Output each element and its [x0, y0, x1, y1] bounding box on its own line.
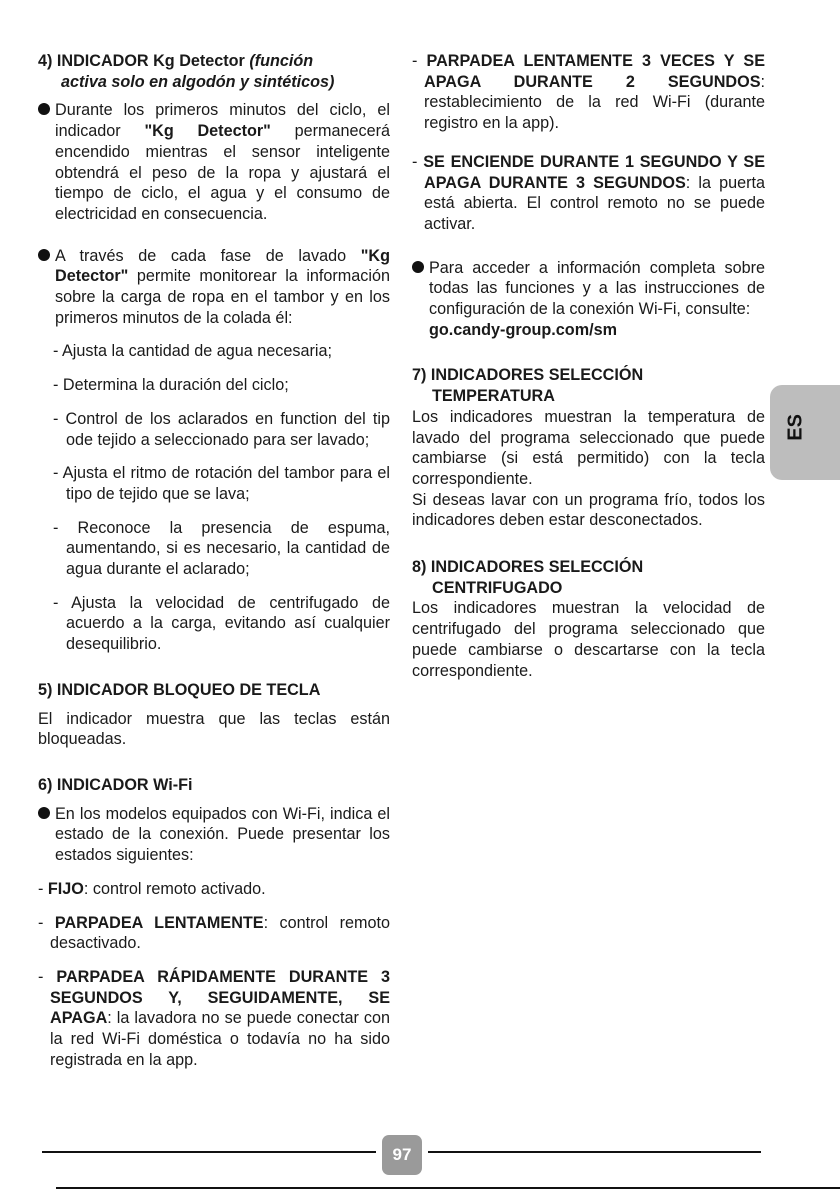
bullet-text: En los modelos equipados con Wi-Fi, indica el estado de la conexión. Puede presentar los estados siguientes:	[55, 804, 390, 865]
state-label: SE ENCIENDE DURANTE 1 SEGUNDO Y SE APAGA DURANTE 3 SEGUNDOS	[423, 152, 765, 192]
language-tab	[770, 385, 840, 480]
language-label: ES	[784, 414, 807, 441]
wifi-state-door-open	[412, 152, 765, 235]
dash-item-rotation: - Ajusta el ritmo de rotación del tambor para el tipo de tejido que se lava;	[53, 464, 390, 503]
page-bottom-rule	[56, 1187, 840, 1189]
section-7-text-1: Los indicadores muestran la temperatura de lavado del programa seleccionado que puede cambiarse (si está permitido) con la tecla correspondiente.	[412, 407, 765, 488]
bullet-icon	[38, 807, 50, 819]
bullet-text: permite monitorear la información sobre la carga de ropa en el tambor y en los primeros minutos de la colada él:	[55, 267, 390, 327]
bullet-text: Para acceder a información completa sobre todas las funciones y a las instrucciones de configuración de la conexión Wi-Fi, consulte:	[429, 258, 765, 319]
dash-item-spin: - Ajusta la velocidad de centrifugado de acuerdo a la carga, evitando así cualquier desequilibrio.	[53, 593, 390, 654]
state-text: : la puerta está abierta. El control remoto no se puede activar.	[424, 173, 765, 233]
info-link[interactable]: go.candy-group.com/sm	[429, 320, 617, 339]
wifi-state-slow-blink	[38, 913, 390, 954]
bullet-text: A través de cada fase de lavado	[55, 246, 361, 265]
right-column	[412, 51, 765, 681]
section-8-heading: 8) INDICADORES SELECCIÓN	[412, 558, 644, 577]
bullet-text: Durante los primeros minutos del ciclo, el indicador	[55, 101, 390, 141]
dash: -	[38, 879, 48, 898]
bullet-icon	[38, 249, 50, 261]
dash: -	[38, 967, 57, 986]
dash: -	[412, 152, 424, 171]
bullet-kg-detector-phases	[38, 246, 390, 329]
bullet-text: permanecerá encendido mientras el sensor inteligente obtendrá el peso de la ropa y ajustará el tiempo de ciclo, el agua y el consumo de electricidad en consecuencia.	[55, 122, 390, 223]
bullet-kg-detector-start	[38, 100, 390, 224]
dash: -	[412, 52, 427, 70]
wifi-state-fixed	[38, 879, 390, 900]
page-number: 97	[382, 1135, 422, 1175]
dash-item-water: - Ajusta la cantidad de agua necesaria;	[53, 342, 332, 361]
bullet-icon	[38, 103, 50, 115]
state-label: FIJO	[47, 879, 84, 898]
bullet-wifi-models	[38, 804, 390, 866]
wifi-state-fast-blink	[38, 967, 390, 1071]
section-6-heading: 6) INDICADOR Wi-Fi	[38, 775, 193, 794]
bullet-bold: "Kg Detector"	[55, 246, 390, 286]
state-text: : la lavadora no se puede conectar con la red Wi-Fi doméstica o todavía no ha sido registrada en la app.	[50, 1009, 390, 1069]
state-text: : control remoto activado.	[83, 879, 266, 898]
footer-rule-right	[428, 1151, 761, 1153]
section-4-heading	[38, 51, 390, 72]
section-7-text-2: Si deseas lavar con un programa frío, todos los indicadores deben estar desconectados.	[412, 490, 765, 530]
dash-item-rinse: - Control de los aclarados en function del tip ode tejido a seleccionado para ser lavado;	[53, 409, 390, 449]
section-5-text: El indicador muestra que las teclas están bloqueadas.	[38, 709, 390, 749]
bullet-wifi-info	[412, 258, 765, 341]
section-7-heading: 7) INDICADORES SELECCIÓN	[412, 366, 644, 385]
state-label: PARPADEA LENTAMENTE 3 VECES Y SE APAGA DURANTE 2 SEGUNDOS	[424, 52, 766, 91]
dash-item-foam: - Reconoce la presencia de espuma, aumentando, si es necesario, la cantidad de agua durante el aclarado;	[53, 518, 390, 579]
section-4-subheading	[38, 72, 390, 93]
state-text: : restablecimiento de la red Wi-Fi (durante registro en la app).	[424, 72, 765, 133]
bullet-bold: "Kg Detector"	[144, 122, 271, 141]
section-4-title: 4) INDICADOR Kg Detector	[38, 52, 250, 70]
section-8-text: Los indicadores muestran la velocidad de centrifugado del programa seleccionado que puede cambiarse o descartarse con la tecla correspondiente.	[412, 599, 765, 680]
state-label: PARPADEA RÁPIDAMENTE DURANTE 3 SEGUNDOS Y, SEGUIDAMENTE, SE APAGA	[50, 967, 390, 1028]
wifi-state-reset	[412, 51, 765, 134]
section-5-heading: 5) INDICADOR BLOQUEO DE TECLA	[38, 680, 321, 699]
section-4-note-b: activa solo en algodón y sintéticos)	[61, 72, 335, 91]
section-4-note-a: (función	[249, 52, 314, 70]
footer-rule-left	[42, 1151, 376, 1153]
bullet-icon	[412, 261, 424, 273]
section-8-heading-line2: CENTRIFUGADO	[432, 578, 563, 597]
state-text: : control remoto desactivado.	[50, 913, 390, 953]
state-label: PARPADEA LENTAMENTE	[54, 913, 264, 932]
section-7-heading-line2: TEMPERATURA	[432, 387, 555, 406]
dash-item-duration: - Determina la duración del ciclo;	[53, 376, 289, 395]
left-column	[38, 51, 390, 1070]
dash: -	[38, 913, 55, 932]
